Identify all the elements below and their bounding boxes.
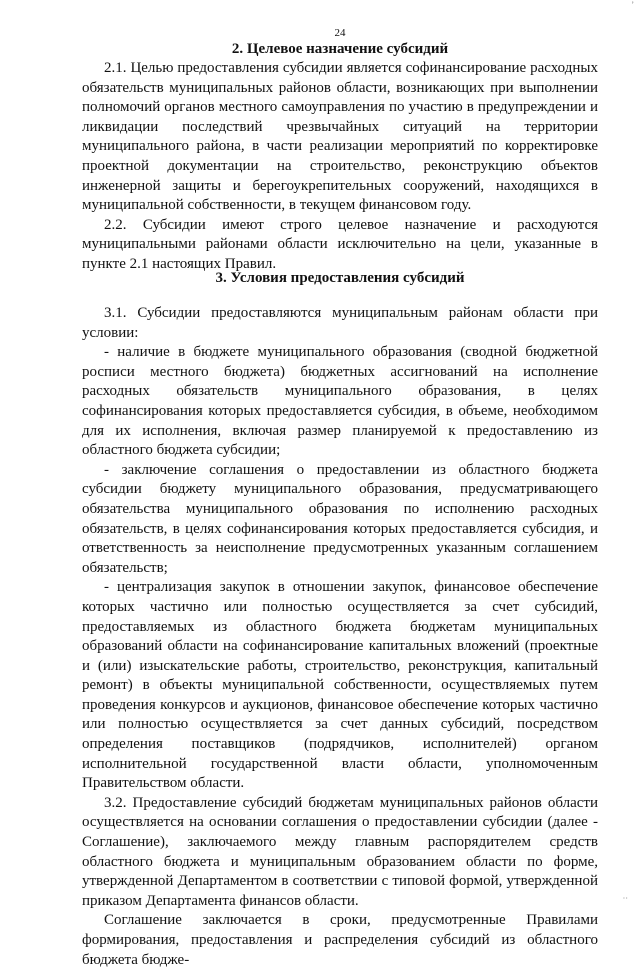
condition-item-budget: - наличие в бюджете муниципального образования (сводной бюджетной росписи местного бюджета) бюджетных ассигнований на исполнение расходных обязательств муниципального образования, в целях софинансирования которых предоставляется субсидия, в объеме, необходимом для их исполнения, включая размер планируемой к предоставлению из областного бюджета субсидии; [82, 344, 598, 459]
condition-item-procurement: - централизация закупок в отношении закупок, финансовое обеспечение которых частично или полностью осуществляется за счет субсидий, предоставляемых из областного бюджета бюджетам муниципальных образований области на софинансирование капитальных вложений (проектные и (или) изыскательские работы, строительство, реконструкция, капитальный ремонт) в объекты муниципальной собственности, осуществляемых путем проведения конкурсов и аукционов, финансовое обеспечение которых частично или полностью осуществляется за счет данных субсидий, посредством определения поставщиков (подрядчиков, исполнителей) органом исполнительной государственной власти области, уполномоченным Правительством области. [82, 579, 598, 792]
scan-mark-bottom: ·· [622, 894, 628, 903]
paragraph-2-2: 2.2. Субсидии имеют строго целевое назначение и расходуются муниципальными районами области исключительно на цели, указанные в пункте 2.1 настоящих Правил. [82, 216, 598, 272]
paragraph-2-1: 2.1. Целью предоставления субсидии является софинансирование расходных обязательств муниципальных районов области, возникающих при выполнении полномочий органов местного самоуправления по участию в предупреждении и ликвидации последствий чрезвычайных ситуаций на территории муниципального района, в части реализации мероприятий по корректировке проектной документации на строительство, реконструкцию объектов инженерной защиты и берегоукрепительных сооружений, находящихся в муниципальной собственности, в текущем финансовом году. [82, 60, 598, 214]
page-number: 24 [334, 27, 346, 39]
section-2-body [82, 59, 598, 275]
section-2-title: 2. Целевое назначение субсидий [231, 41, 449, 57]
scan-mark-top: ʼ [631, 0, 634, 9]
section-3-title: 3. Условия предоставления субсидий [215, 270, 465, 286]
paragraph-3-1: 3.1. Субсидии предоставляются муниципальным районам области при условии: [82, 305, 598, 341]
paragraph-3-2: 3.2. Предоставление субсидий бюджетам муниципальных районов области осуществляется на основании соглашения о предоставлении субсидии (далее - Соглашение), заключаемого между главным распорядителем средств областного бюджета и муниципальным образованием области по форме, утвержденной Департаментом в соответствии с типовой формой, утвержденной приказом Департамента финансов области. [82, 794, 598, 909]
condition-item-agreement: - заключение соглашения о предоставлении из областного бюджета субсидии бюджету муниципального образования, предусматривающего обязательства муниципального образования по исполнению расходных обязательств, в целях софинансирования которых предоставляется субсидия, и ответственность за неисполнение предусмотренных указанным соглашением обязательств; [82, 461, 598, 576]
paragraph-agreement-terms: Соглашение заключается в сроки, предусмотренные Правилами формирования, предоставления и распределения субсидий из областного бюджета бюдже- [82, 912, 598, 968]
section-3-body [82, 304, 598, 970]
